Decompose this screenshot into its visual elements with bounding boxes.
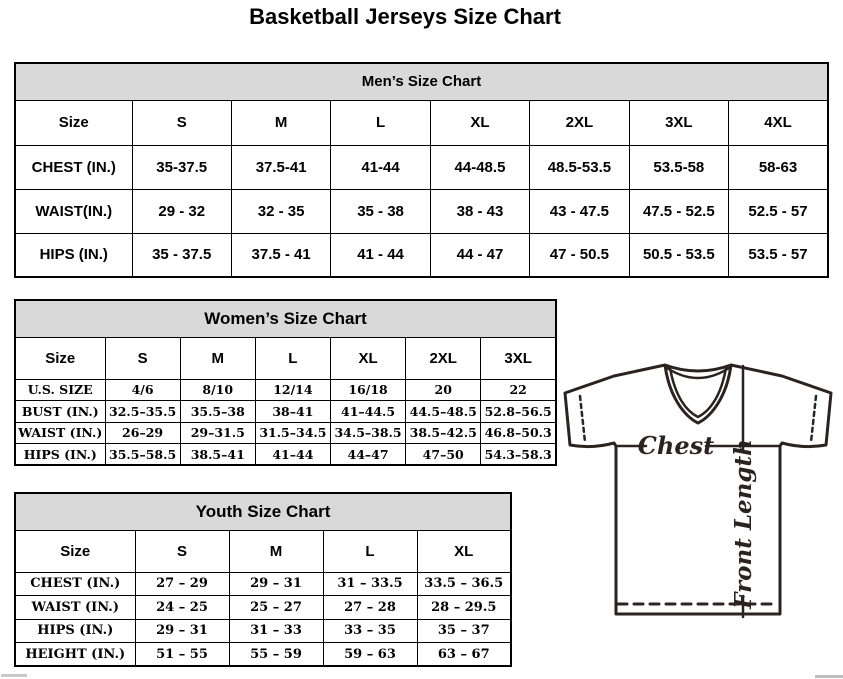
size-value-cell: 31 – 33	[229, 619, 323, 643]
size-value-cell: 35 - 38	[331, 189, 430, 233]
column-header-xl: XL	[430, 100, 529, 145]
column-header-s: S	[105, 337, 180, 379]
size-value-cell: 35-37.5	[132, 145, 231, 189]
women-title-row	[15, 300, 556, 337]
size-value-cell: 33 – 35	[323, 619, 417, 643]
size-value-cell: 35 - 37.5	[132, 233, 231, 277]
scrollbar-fragment-left[interactable]	[1, 674, 27, 677]
size-value-cell: 44–47	[330, 444, 405, 466]
men-table-title: Men’s Size Chart	[15, 63, 828, 100]
row-label: CHEST (IN.)	[15, 145, 132, 189]
front-length-label: Front Length	[730, 439, 757, 609]
column-header-3xl: 3XL	[629, 100, 728, 145]
size-value-cell: 48.5-53.5	[530, 145, 629, 189]
size-value-cell: 44-48.5	[430, 145, 529, 189]
table-row	[15, 619, 511, 643]
youth-table-title: Youth Size Chart	[15, 493, 511, 530]
size-value-cell: 53.5 - 57	[729, 233, 828, 277]
column-header-4xl: 4XL	[729, 100, 828, 145]
size-value-cell: 63 – 67	[417, 643, 511, 667]
size-value-cell: 58-63	[729, 145, 828, 189]
size-value-cell: 29 - 32	[132, 189, 231, 233]
size-value-cell: 38.5–41	[180, 444, 255, 466]
size-value-cell: 44.5–48.5	[406, 401, 481, 423]
size-value-cell: 41–44	[255, 444, 330, 466]
size-value-cell: 52.5 - 57	[729, 189, 828, 233]
size-value-cell: 43 - 47.5	[530, 189, 629, 233]
youth-size-chart-table	[14, 492, 512, 667]
column-header-s: S	[135, 530, 229, 572]
size-value-cell: 27 – 28	[323, 596, 417, 620]
size-value-cell: 25 – 27	[229, 596, 323, 620]
size-value-cell: 59 – 63	[323, 643, 417, 667]
size-value-cell: 37.5 - 41	[231, 233, 330, 277]
men-title-row	[15, 63, 828, 100]
women-header-row	[15, 337, 556, 379]
size-value-cell: 29 – 31	[135, 619, 229, 643]
row-label: WAIST(IN.)	[15, 189, 132, 233]
size-value-cell: 34.5–38.5	[330, 422, 405, 444]
column-header-2xl: 2XL	[406, 337, 481, 379]
size-value-cell: 37.5-41	[231, 145, 330, 189]
womens-size-chart-table	[14, 299, 557, 466]
size-value-cell: 24 – 25	[135, 596, 229, 620]
table-row	[15, 145, 828, 189]
column-header-xl: XL	[417, 530, 511, 572]
table-row	[15, 233, 828, 277]
jersey-measurement-diagram	[552, 356, 843, 622]
table-row	[15, 422, 556, 444]
size-value-cell: 20	[406, 379, 481, 401]
table-row	[15, 189, 828, 233]
row-label: WAIST (IN.)	[15, 422, 105, 444]
size-value-cell: 35 – 37	[417, 619, 511, 643]
size-value-cell: 47–50	[406, 444, 481, 466]
size-value-cell: 38.5–42.5	[406, 422, 481, 444]
row-label: U.S. SIZE	[15, 379, 105, 401]
scrollbar-fragment-right[interactable]	[815, 675, 843, 678]
size-value-cell: 46.8–50.3	[481, 422, 556, 444]
size-value-cell: 52.8–56.5	[481, 401, 556, 423]
row-label: HIPS (IN.)	[15, 619, 135, 643]
size-value-cell: 22	[481, 379, 556, 401]
size-value-cell: 44 - 47	[430, 233, 529, 277]
size-value-cell: 29–31.5	[180, 422, 255, 444]
size-value-cell: 4/6	[105, 379, 180, 401]
size-value-cell: 53.5-58	[629, 145, 728, 189]
row-label: WAIST (IN.)	[15, 596, 135, 620]
size-value-cell: 51 – 55	[135, 643, 229, 667]
size-column-header: Size	[15, 100, 132, 145]
size-value-cell: 32 - 35	[231, 189, 330, 233]
table-row	[15, 596, 511, 620]
youth-title-row	[15, 493, 511, 530]
table-row	[15, 379, 556, 401]
size-value-cell: 35.5–38	[180, 401, 255, 423]
column-header-l: L	[255, 337, 330, 379]
column-header-m: M	[231, 100, 330, 145]
women-table-title: Women’s Size Chart	[15, 300, 556, 337]
size-value-cell: 47.5 - 52.5	[629, 189, 728, 233]
column-header-s: S	[132, 100, 231, 145]
column-header-xl: XL	[330, 337, 405, 379]
size-value-cell: 54.3–58.3	[481, 444, 556, 466]
youth-header-row	[15, 530, 511, 572]
size-value-cell: 31 – 33.5	[323, 572, 417, 596]
mens-size-chart-table	[14, 62, 829, 278]
table-row	[15, 572, 511, 596]
size-value-cell: 41 - 44	[331, 233, 430, 277]
chest-label: Chest	[637, 431, 715, 460]
column-header-2xl: 2XL	[530, 100, 629, 145]
jersey-outline	[565, 365, 831, 614]
size-value-cell: 55 – 59	[229, 643, 323, 667]
size-value-cell: 38–41	[255, 401, 330, 423]
column-header-m: M	[229, 530, 323, 572]
size-value-cell: 27 – 29	[135, 572, 229, 596]
page-title: Basketball Jerseys Size Chart	[249, 4, 561, 29]
row-label: CHEST (IN.)	[15, 572, 135, 596]
size-value-cell: 41-44	[331, 145, 430, 189]
size-column-header: Size	[15, 530, 135, 572]
size-value-cell: 29 – 31	[229, 572, 323, 596]
row-label: BUST (IN.)	[15, 401, 105, 423]
size-value-cell: 32.5–35.5	[105, 401, 180, 423]
table-row	[15, 444, 556, 466]
row-label: HIPS (IN.)	[15, 233, 132, 277]
row-label: HEIGHT (IN.)	[15, 643, 135, 667]
size-value-cell: 28 – 29.5	[417, 596, 511, 620]
size-value-cell: 38 - 43	[430, 189, 529, 233]
table-row	[15, 643, 511, 667]
size-value-cell: 50.5 - 53.5	[629, 233, 728, 277]
column-header-m: M	[180, 337, 255, 379]
size-value-cell: 35.5–58.5	[105, 444, 180, 466]
size-column-header: Size	[15, 337, 105, 379]
size-value-cell: 33.5 – 36.5	[417, 572, 511, 596]
size-value-cell: 16/18	[330, 379, 405, 401]
column-header-l: L	[331, 100, 430, 145]
size-value-cell: 31.5–34.5	[255, 422, 330, 444]
column-header-3xl: 3XL	[481, 337, 556, 379]
size-value-cell: 26–29	[105, 422, 180, 444]
column-header-l: L	[323, 530, 417, 572]
size-value-cell: 47 - 50.5	[530, 233, 629, 277]
table-row	[15, 401, 556, 423]
size-value-cell: 41–44.5	[330, 401, 405, 423]
size-value-cell: 8/10	[180, 379, 255, 401]
size-value-cell: 12/14	[255, 379, 330, 401]
row-label: HIPS (IN.)	[15, 444, 105, 466]
men-header-row	[15, 100, 828, 145]
